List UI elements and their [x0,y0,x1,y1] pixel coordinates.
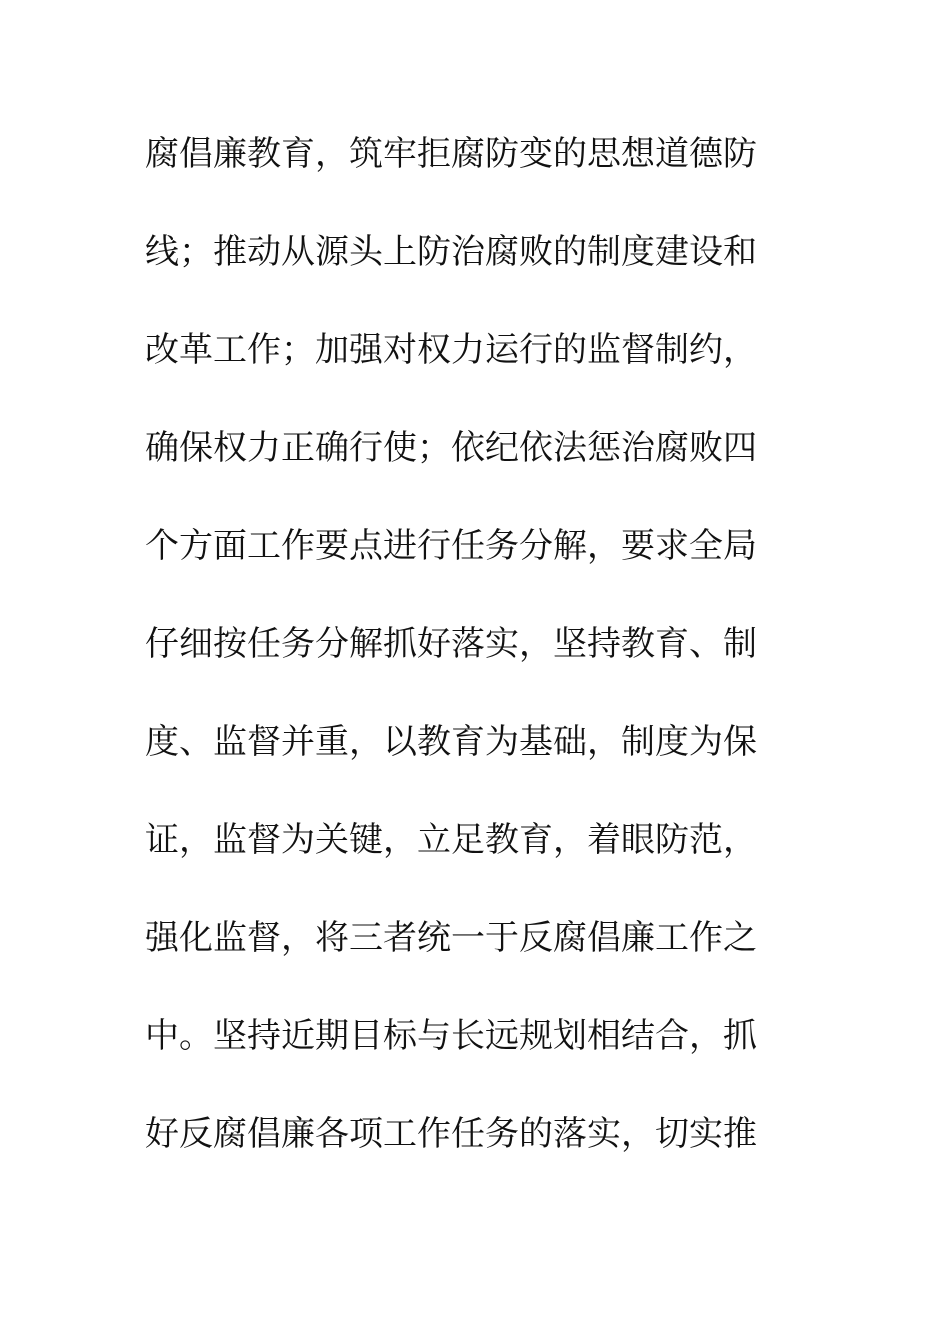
text-line-8: 证，监督为关键，立足教育，着眼防范， [145,820,757,860]
text-line-9: 强化监督，将三者统一于反腐倡廉工作之 [145,918,757,958]
text-line-11: 好反腐倡廉各项工作任务的落实，切实推 [145,1114,757,1154]
text-line-3: 改革工作；加强对权力运行的监督制约， [145,330,757,370]
text-line-4: 确保权力正确行使；依纪依法惩治腐败四 [145,428,757,468]
text-line-2: 线；推动从源头上防治腐败的制度建设和 [145,232,757,272]
text-line-7: 度、监督并重，以教育为基础，制度为保 [145,722,757,762]
text-line-1: 腐倡廉教育，筑牢拒腐防变的思想道德防 [145,134,757,174]
text-line-6: 仔细按任务分解抓好落实，坚持教育、制 [145,624,757,664]
text-line-5: 个方面工作要点进行任务分解，要求全局 [145,526,757,566]
text-line-10: 中。坚持近期目标与长远规划相结合，抓 [145,1016,757,1056]
